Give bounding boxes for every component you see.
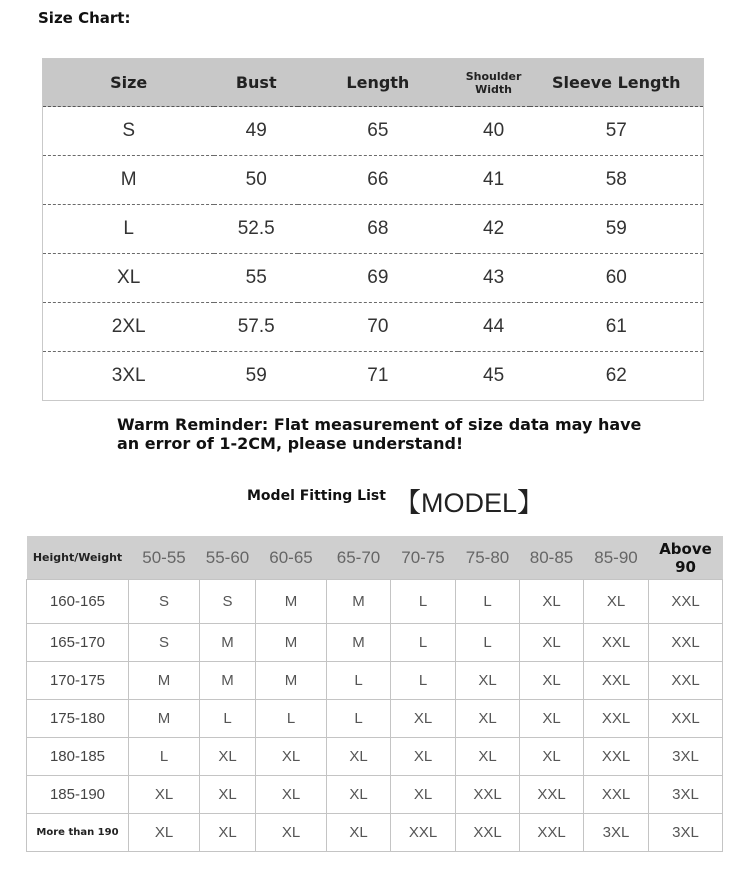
fitting-size-cell: XL [456,700,520,738]
fitting-size-cell: XL [456,738,520,776]
fitting-size-cell: XL [327,738,391,776]
size-cell: 3XL [43,352,215,401]
page-title: Size Chart: [38,9,131,27]
fitting-size-cell: XXL [584,662,649,700]
size-row [43,156,704,205]
fitting-size-cell: XL [256,776,327,814]
fitting-size-cell: XXL [649,580,723,624]
model-fitting-table [26,536,723,852]
fitting-size-cell: L [327,662,391,700]
size-row [43,205,704,254]
size-cell: 58 [530,156,704,205]
weight-header: 80-85 [520,536,584,580]
fitting-size-cell: XXL [649,700,723,738]
fitting-size-cell: L [391,662,456,700]
size-cell: 68 [298,205,458,254]
size-cell: 66 [298,156,458,205]
fitting-row [27,662,723,700]
fitting-size-cell: S [129,580,200,624]
weight-header: 65-70 [327,536,391,580]
size-row [43,352,704,401]
fitting-size-cell: XL [456,662,520,700]
size-row [43,303,704,352]
size-cell: 2XL [43,303,215,352]
fitting-size-cell: L [129,738,200,776]
fitting-size-cell: XXL [456,814,520,852]
sleeve-length-header: Sleeve Length [530,59,704,107]
height-cell: 175-180 [27,700,129,738]
fitting-row [27,624,723,662]
size-cell: 41 [458,156,530,205]
length-header: Length [298,59,458,107]
fitting-size-cell: M [200,662,256,700]
size-cell: 44 [458,303,530,352]
size-cell: 59 [530,205,704,254]
size-cell: 57 [530,107,704,156]
size-cell: XL [43,254,215,303]
fitting-size-cell: XL [391,700,456,738]
weight-header: Above 90 [649,536,723,580]
fitting-size-cell: XXL [520,814,584,852]
fitting-size-cell: L [456,624,520,662]
size-cell: 69 [298,254,458,303]
fitting-size-cell: XXL [649,624,723,662]
size-cell: 52.5 [214,205,298,254]
fitting-size-cell: M [129,662,200,700]
fitting-size-cell: L [200,700,256,738]
size-cell: 57.5 [214,303,298,352]
fitting-size-cell: XL [584,580,649,624]
weight-header: 60-65 [256,536,327,580]
height-cell: 165-170 [27,624,129,662]
weight-header: 50-55 [129,536,200,580]
size-cell: 50 [214,156,298,205]
size-cell: 42 [458,205,530,254]
size-row [43,254,704,303]
fitting-size-cell: L [391,624,456,662]
size-cell: S [43,107,215,156]
fitting-size-cell: S [200,580,256,624]
model-heading: 【MODEL】 [394,488,545,518]
fitting-size-cell: XL [256,738,327,776]
fitting-size-cell: L [256,700,327,738]
fitting-size-cell: XXL [391,814,456,852]
fitting-size-cell: M [327,624,391,662]
size-cell: L [43,205,215,254]
fitting-size-cell: 3XL [649,814,723,852]
fitting-size-cell: XL [200,776,256,814]
bust-header: Bust [214,59,298,107]
size-cell: 61 [530,303,704,352]
fitting-size-cell: 3XL [649,776,723,814]
fitting-size-cell: XXL [584,624,649,662]
height-cell: 170-175 [27,662,129,700]
weight-header: 70-75 [391,536,456,580]
fitting-size-cell: XL [200,814,256,852]
size-cell: 49 [214,107,298,156]
height-cell: 185-190 [27,776,129,814]
size-cell: M [43,156,215,205]
fitting-size-cell: XL [129,776,200,814]
fitting-row [27,580,723,624]
fitting-size-cell: M [129,700,200,738]
size-cell: 65 [298,107,458,156]
fitting-row [27,700,723,738]
size-cell: 60 [530,254,704,303]
size-cell: 45 [458,352,530,401]
fitting-size-cell: M [256,624,327,662]
fitting-size-cell: XL [327,814,391,852]
fitting-size-cell: L [456,580,520,624]
fitting-size-cell: XL [520,700,584,738]
fitting-size-cell: XXL [520,776,584,814]
warm-reminder: Warm Reminder: Flat measurement of size data may have an error of 1-2CM, please understand! [117,415,642,453]
fitting-size-cell: XL [520,738,584,776]
height-cell: 180-185 [27,738,129,776]
fitting-size-cell: XL [129,814,200,852]
fitting-size-cell: S [129,624,200,662]
weight-header: 75-80 [456,536,520,580]
height-cell: 160-165 [27,580,129,624]
fitting-size-cell: XL [256,814,327,852]
size-chart-table [42,58,704,401]
fitting-size-cell: XXL [584,700,649,738]
fitting-size-cell: XL [520,624,584,662]
weight-header: 85-90 [584,536,649,580]
fitting-size-cell: XL [327,776,391,814]
fitting-size-cell: XXL [649,662,723,700]
fitting-size-cell: M [256,662,327,700]
fitting-size-cell: XL [391,738,456,776]
fitting-size-cell: 3XL [584,814,649,852]
fitting-row [27,776,723,814]
size-cell: 43 [458,254,530,303]
fitting-size-cell: 3XL [649,738,723,776]
fitting-size-cell: XL [200,738,256,776]
size-cell: 55 [214,254,298,303]
fitting-size-cell: M [256,580,327,624]
fitting-size-cell: XL [520,580,584,624]
height-cell: More than 190 [27,814,129,852]
fitting-size-cell: XL [391,776,456,814]
size-cell: 71 [298,352,458,401]
fitting-size-cell: L [327,700,391,738]
fitting-row [27,738,723,776]
fitting-size-cell: XL [520,662,584,700]
fitting-row [27,814,723,852]
size-header: Size [43,59,215,107]
size-chart-header-row [43,59,704,107]
weight-header: 55-60 [200,536,256,580]
size-cell: 62 [530,352,704,401]
fitting-size-cell: M [327,580,391,624]
fitting-size-cell: XXL [584,738,649,776]
fitting-size-cell: XXL [584,776,649,814]
height-weight-header: Height/Weight [27,536,129,580]
size-row [43,107,704,156]
fitting-size-cell: L [391,580,456,624]
fitting-header-row [27,536,723,580]
size-cell: 59 [214,352,298,401]
size-cell: 70 [298,303,458,352]
size-cell: 40 [458,107,530,156]
fitting-size-cell: XXL [456,776,520,814]
fitting-size-cell: M [200,624,256,662]
model-fitting-label: Model Fitting List [247,488,386,504]
shoulder-width-header: Shoulder Width [458,59,530,107]
